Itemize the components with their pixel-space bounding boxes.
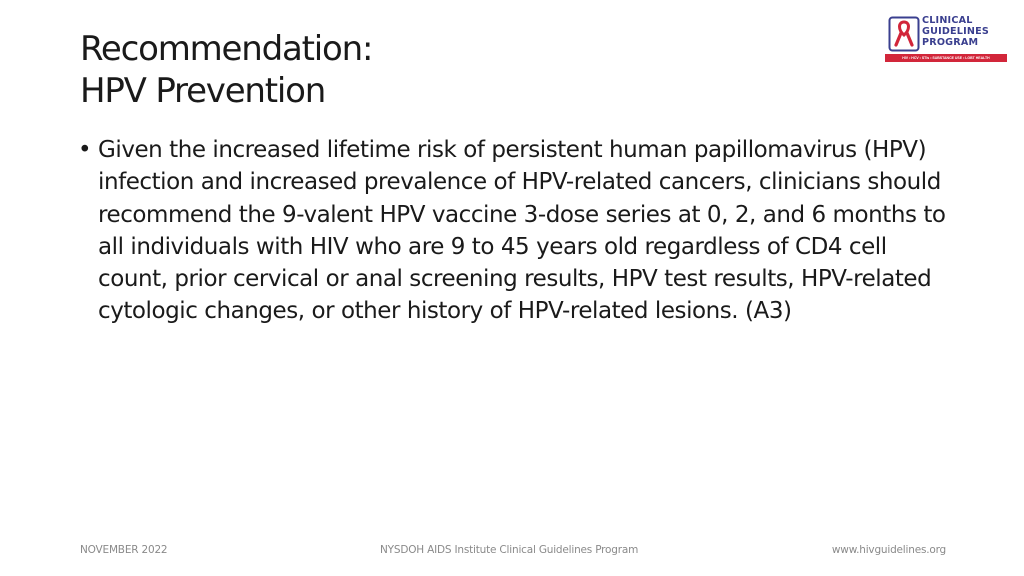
red-ribbon-icon	[888, 16, 920, 52]
logo-wordmark	[922, 15, 989, 48]
logo-line-2: GUIDELINES	[922, 26, 989, 37]
logo-line-3: PROGRAM	[922, 37, 979, 48]
footer-date: NOVEMBER 2022	[80, 544, 168, 556]
footer-url: www.hivguidelines.org	[831, 544, 946, 556]
slide-body	[78, 134, 948, 328]
slide-title	[80, 28, 840, 112]
bullet-marker: •	[78, 137, 92, 163]
bullet-text: Given the increased lifetime risk of persistent human papillomavirus (HPV) infection and increased prevalence of HPV-related cancers, clinicians should recommend the 9-valent HPV vaccine 3-dose series at 0, 2, and 6 months to all individuals with HIV who are 9 to 45 years old regardless of CD4 cell count, prior cervical or anal screening results, HPV test results, HPV-related cytologic changes, or other history of HPV-related lesions. (A3)	[98, 137, 946, 325]
logo-tagline-strip: HIV • HCV • STIs • SUBSTANCE USE • LGBT HEALTH	[885, 54, 1007, 62]
title-line-1: Recommendation:	[80, 29, 373, 69]
clinical-guidelines-program-logo	[885, 14, 1007, 64]
bullet-item	[78, 134, 948, 328]
footer-program: NYSDOH AIDS Institute Clinical Guidelines Program	[380, 544, 639, 556]
title-line-2: HPV Prevention	[80, 71, 326, 111]
logo-line-1: CLINICAL	[922, 15, 973, 26]
